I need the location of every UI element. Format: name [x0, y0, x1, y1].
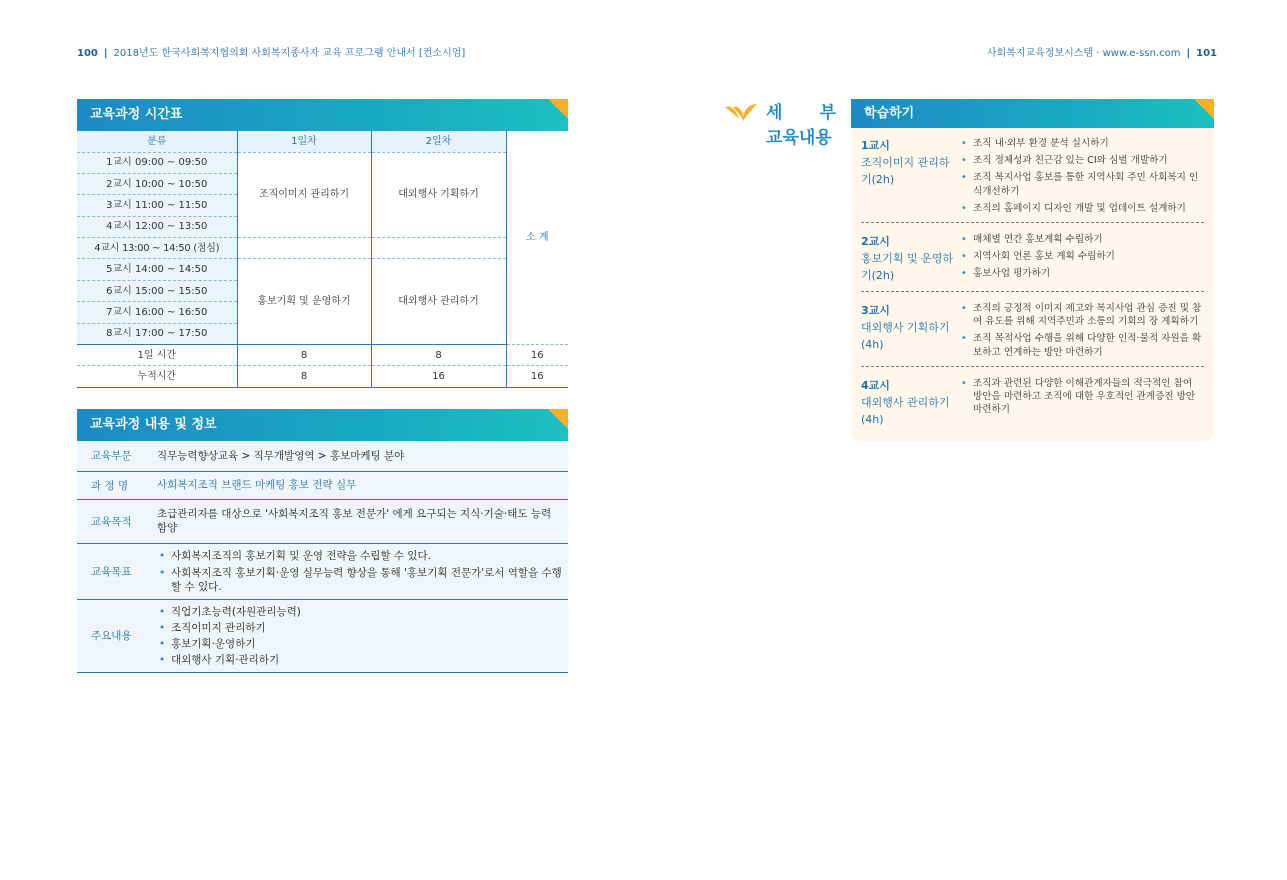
list-item: • 조직 목적사업 수행을 위해 다양한 인적·물적 자원을 확보하고 연계하는 방안 마련하기 — [959, 332, 1204, 358]
corner-accent — [548, 409, 568, 429]
course-value: 사회복지조직 브랜드 마케팅 홍보 전략 실무 — [153, 471, 568, 499]
detail-title-char-1: 세 — [766, 103, 783, 123]
learning-title: 학습하기 — [851, 99, 1214, 128]
dept-value: 직무능력향상교육 > 직무개발영역 > 홍보마케팅 분야 — [153, 441, 568, 471]
table-header-row — [77, 131, 568, 152]
table-row: 8교시 17:00 ~ 17:50 — [77, 323, 568, 344]
col-head-day1: 1일차 — [237, 131, 371, 152]
list-item: • 조직의 긍정적 이미지 제고와 복지사업 관심 증진 및 참여 유도를 위해 지역주민과 소통의 기회의 장 계획하기 — [959, 302, 1204, 328]
session-4 — [861, 367, 1204, 435]
table-row — [77, 471, 568, 499]
list-item: • 조직과 관련된 다양한 이해관계자들의 적극적인 참여 방안을 마련하고 조직에 대한 우호적인 관계증진 방안 마련하기 — [959, 377, 1204, 417]
list-item: • 대외행사 기획·관리하기 — [157, 653, 564, 667]
day2-block2: 대외행사 관리하기 — [371, 259, 506, 345]
schedule-section — [77, 99, 568, 388]
table-row — [77, 499, 568, 543]
table-row: 6교시 15:00 ~ 15:50 — [77, 280, 568, 301]
table-row: 3교시 11:00 ~ 11:50 — [77, 195, 568, 216]
purpose-value: 초급관리자를 대상으로 '사회복지조직 홍보 전문가' 에게 요구되는 지식·기술·태도 능력 함양 — [153, 499, 568, 543]
right-page-header: 사회복지교육정보시스템 · www.e-ssn.com | 101 — [986, 48, 1217, 59]
day1-block1: 조직이미지 관리하기 — [237, 152, 371, 238]
content-list — [157, 605, 564, 667]
session-period: 2교시 — [861, 235, 890, 249]
table-row — [77, 599, 568, 672]
session-2 — [861, 223, 1204, 292]
col-head-category: 분류 — [77, 131, 237, 152]
list-item: • 사회복지조직의 홍보기획 및 운영 전략을 수립할 수 있다. — [157, 549, 564, 563]
learning-section — [851, 99, 1214, 441]
goal-label: 교육목표 — [77, 543, 153, 599]
right-page-number: 101 — [1196, 48, 1217, 59]
session-name: 조직이미지 관리하기(2h) — [861, 156, 950, 186]
list-item: • 조직 정체성과 친근감 있는 CI와 심벌 개발하기 — [959, 154, 1204, 167]
list-item: • 사회복지조직 홍보기획·운영 실무능력 향상을 통해 '홍보기획 전문가'로서 역할을 수행할 수 있다. — [157, 566, 564, 594]
session-name: 대외행사 관리하기 (4h) — [861, 395, 950, 426]
info-title: 교육과정 내용 및 정보 — [77, 409, 568, 441]
table-row: 7교시 16:00 ~ 16:50 — [77, 302, 568, 323]
session-3 — [861, 292, 1204, 367]
info-section — [77, 409, 568, 673]
learning-body — [851, 128, 1214, 441]
list-item: • 홍보기획·운영하기 — [157, 637, 564, 651]
corner-accent — [548, 99, 568, 119]
session-1 — [861, 134, 1204, 223]
day2-block1: 대외행사 기획하기 — [371, 152, 506, 238]
list-item: • 조직 복지사업 홍보를 통한 지역사회 주민 사회복지 인식개선하기 — [959, 171, 1204, 197]
list-item: • 조직의 홈페이지 디자인 개발 및 업데이트 설계하기 — [959, 202, 1204, 215]
list-item: • 직업기초능력(자원관리능력) — [157, 605, 564, 619]
content-label: 주요내용 — [77, 599, 153, 672]
table-row: 4교시 13:00 ~ 14:50 (점심) — [77, 238, 568, 259]
corner-accent — [1194, 99, 1214, 119]
table-row — [77, 441, 568, 471]
col-head-day2: 2일차 — [371, 131, 506, 152]
day1-block2: 홍보기획 및 운영하기 — [237, 259, 371, 345]
session-period: 3교시 — [861, 304, 890, 318]
detail-title-line2: 교육내용 — [766, 128, 832, 148]
purpose-label: 교육목적 — [77, 499, 153, 543]
dept-label: 교육부문 — [77, 441, 153, 471]
schedule-table — [77, 131, 568, 388]
session-name: 홍보기획 및 운영하기(2h) — [861, 252, 954, 283]
session-period: 4교시 — [861, 378, 890, 392]
list-item: • 조직이미지 관리하기 — [157, 621, 564, 635]
table-row: 5교시 14:00 ~ 14:50 홍보기획 및 운영하기 대외행사 관리하기 — [77, 259, 568, 280]
left-header-title: 2018년도 한국사회복지협의회 사회복지종사자 교육 프로그램 안내서 [컨소시엄] — [113, 48, 466, 59]
list-item: • 매체별 연간 홍보계획 수립하기 — [959, 233, 1204, 246]
left-page-header: 100 | 2018년도 한국사회복지협의회 사회복지종사자 교육 프로그램 안내서 [컨소시엄] — [77, 48, 466, 59]
cumulative-hours-row: 누적시간 8 16 16 — [77, 366, 568, 387]
session-period: 1교시 — [861, 139, 890, 152]
day-hours-row: 1일 시간 8 8 16 — [77, 345, 568, 366]
subtotal-label: 소 계 — [506, 131, 568, 345]
info-table — [77, 441, 568, 673]
leaf-logo-icon — [724, 101, 758, 125]
left-page-number: 100 — [77, 48, 98, 59]
goal-list — [157, 549, 564, 594]
table-row: 2교시 10:00 ~ 10:50 — [77, 173, 568, 194]
course-label: 과 정 명 — [77, 471, 153, 499]
list-item: • 조직 내·외부 환경 분석 실시하기 — [959, 137, 1204, 150]
right-header-title: 사회복지교육정보시스템 · www.e-ssn.com — [986, 48, 1181, 59]
list-item: • 지역사회 언론 홍보 계획 수립하기 — [959, 250, 1204, 263]
list-item: • 홍보사업 평가하기 — [959, 267, 1204, 280]
session-name: 대외행사 기획하기 (4h) — [861, 321, 950, 352]
table-row: 1교시 09:00 ~ 09:50 조직이미지 관리하기 대외행사 기획하기 — [77, 152, 568, 173]
table-row — [77, 543, 568, 599]
schedule-title: 교육과정 시간표 — [77, 99, 568, 131]
detail-title-char-2: 부 — [819, 103, 836, 123]
table-row: 4교시 12:00 ~ 13:50 — [77, 216, 568, 237]
